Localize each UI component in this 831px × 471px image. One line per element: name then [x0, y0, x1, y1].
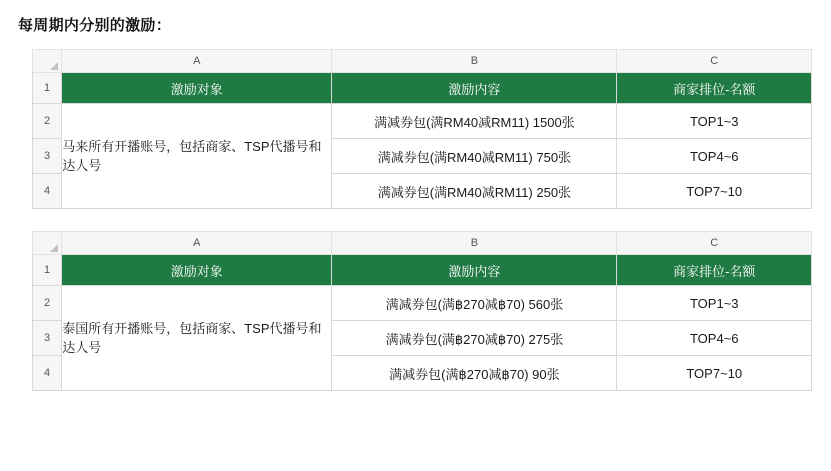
- corner-triangle-icon: [50, 62, 58, 70]
- row-number-4[interactable]: 4: [33, 174, 62, 209]
- select-all-corner[interactable]: [33, 232, 62, 255]
- column-letter-c[interactable]: C: [617, 232, 812, 255]
- incentive-content-cell: 满减券包(满RM40减RM11) 750张: [332, 139, 617, 174]
- row-number-1[interactable]: 1: [33, 255, 62, 286]
- row-number-2[interactable]: 2: [33, 286, 62, 321]
- incentive-content-cell: 满减券包(满RM40减RM11) 1500张: [332, 104, 617, 139]
- column-header-row: [33, 232, 812, 255]
- corner-triangle-icon: [50, 244, 58, 252]
- column-letter-a[interactable]: A: [62, 232, 332, 255]
- rank-cell: TOP7~10: [617, 174, 812, 209]
- column-letter-b[interactable]: B: [332, 232, 617, 255]
- row-number-3[interactable]: 3: [33, 139, 62, 174]
- page-title: 每周期内分别的激励：: [18, 17, 172, 34]
- rank-cell: TOP4~6: [617, 321, 812, 356]
- rank-cell: TOP7~10: [617, 356, 812, 391]
- column-letter-c[interactable]: C: [617, 50, 812, 73]
- table-row: [33, 104, 812, 139]
- merged-target-cell: 泰国所有开播账号，包括商家、TSP代播号和达人号: [62, 286, 332, 391]
- header-cell-target: 激励对象: [62, 255, 332, 286]
- header-cell-target: 激励对象: [62, 73, 332, 104]
- rank-cell: TOP1~3: [617, 286, 812, 321]
- merged-target-cell: 马来所有开播账号，包括商家、TSP代播号和达人号: [62, 104, 332, 209]
- incentive-content-cell: 满减券包(满฿270减฿70) 275张: [332, 321, 617, 356]
- incentive-content-cell: 满减券包(满RM40减RM11) 250张: [332, 174, 617, 209]
- header-cell-rank: 商家排位-名额: [617, 255, 812, 286]
- row-number-1[interactable]: 1: [33, 73, 62, 104]
- incentive-content-cell: 满减券包(满฿270减฿70) 90张: [332, 356, 617, 391]
- thailand-incentive-table: [32, 231, 812, 391]
- header-cell-rank: 商家排位-名额: [617, 73, 812, 104]
- table-row: [33, 286, 812, 321]
- rank-cell: TOP1~3: [617, 104, 812, 139]
- incentive-content-cell: 满减券包(满฿270减฿70) 560张: [332, 286, 617, 321]
- table-row: [33, 255, 812, 286]
- column-header-row: [33, 50, 812, 73]
- header-cell-content: 激励内容: [332, 73, 617, 104]
- column-letter-b[interactable]: B: [332, 50, 617, 73]
- row-number-2[interactable]: 2: [33, 104, 62, 139]
- column-letter-a[interactable]: A: [62, 50, 332, 73]
- table-row: [33, 73, 812, 104]
- header-cell-content: 激励内容: [332, 255, 617, 286]
- malaysia-incentive-table: [32, 49, 812, 209]
- row-number-4[interactable]: 4: [33, 356, 62, 391]
- select-all-corner[interactable]: [33, 50, 62, 73]
- row-number-3[interactable]: 3: [33, 321, 62, 356]
- rank-cell: TOP4~6: [617, 139, 812, 174]
